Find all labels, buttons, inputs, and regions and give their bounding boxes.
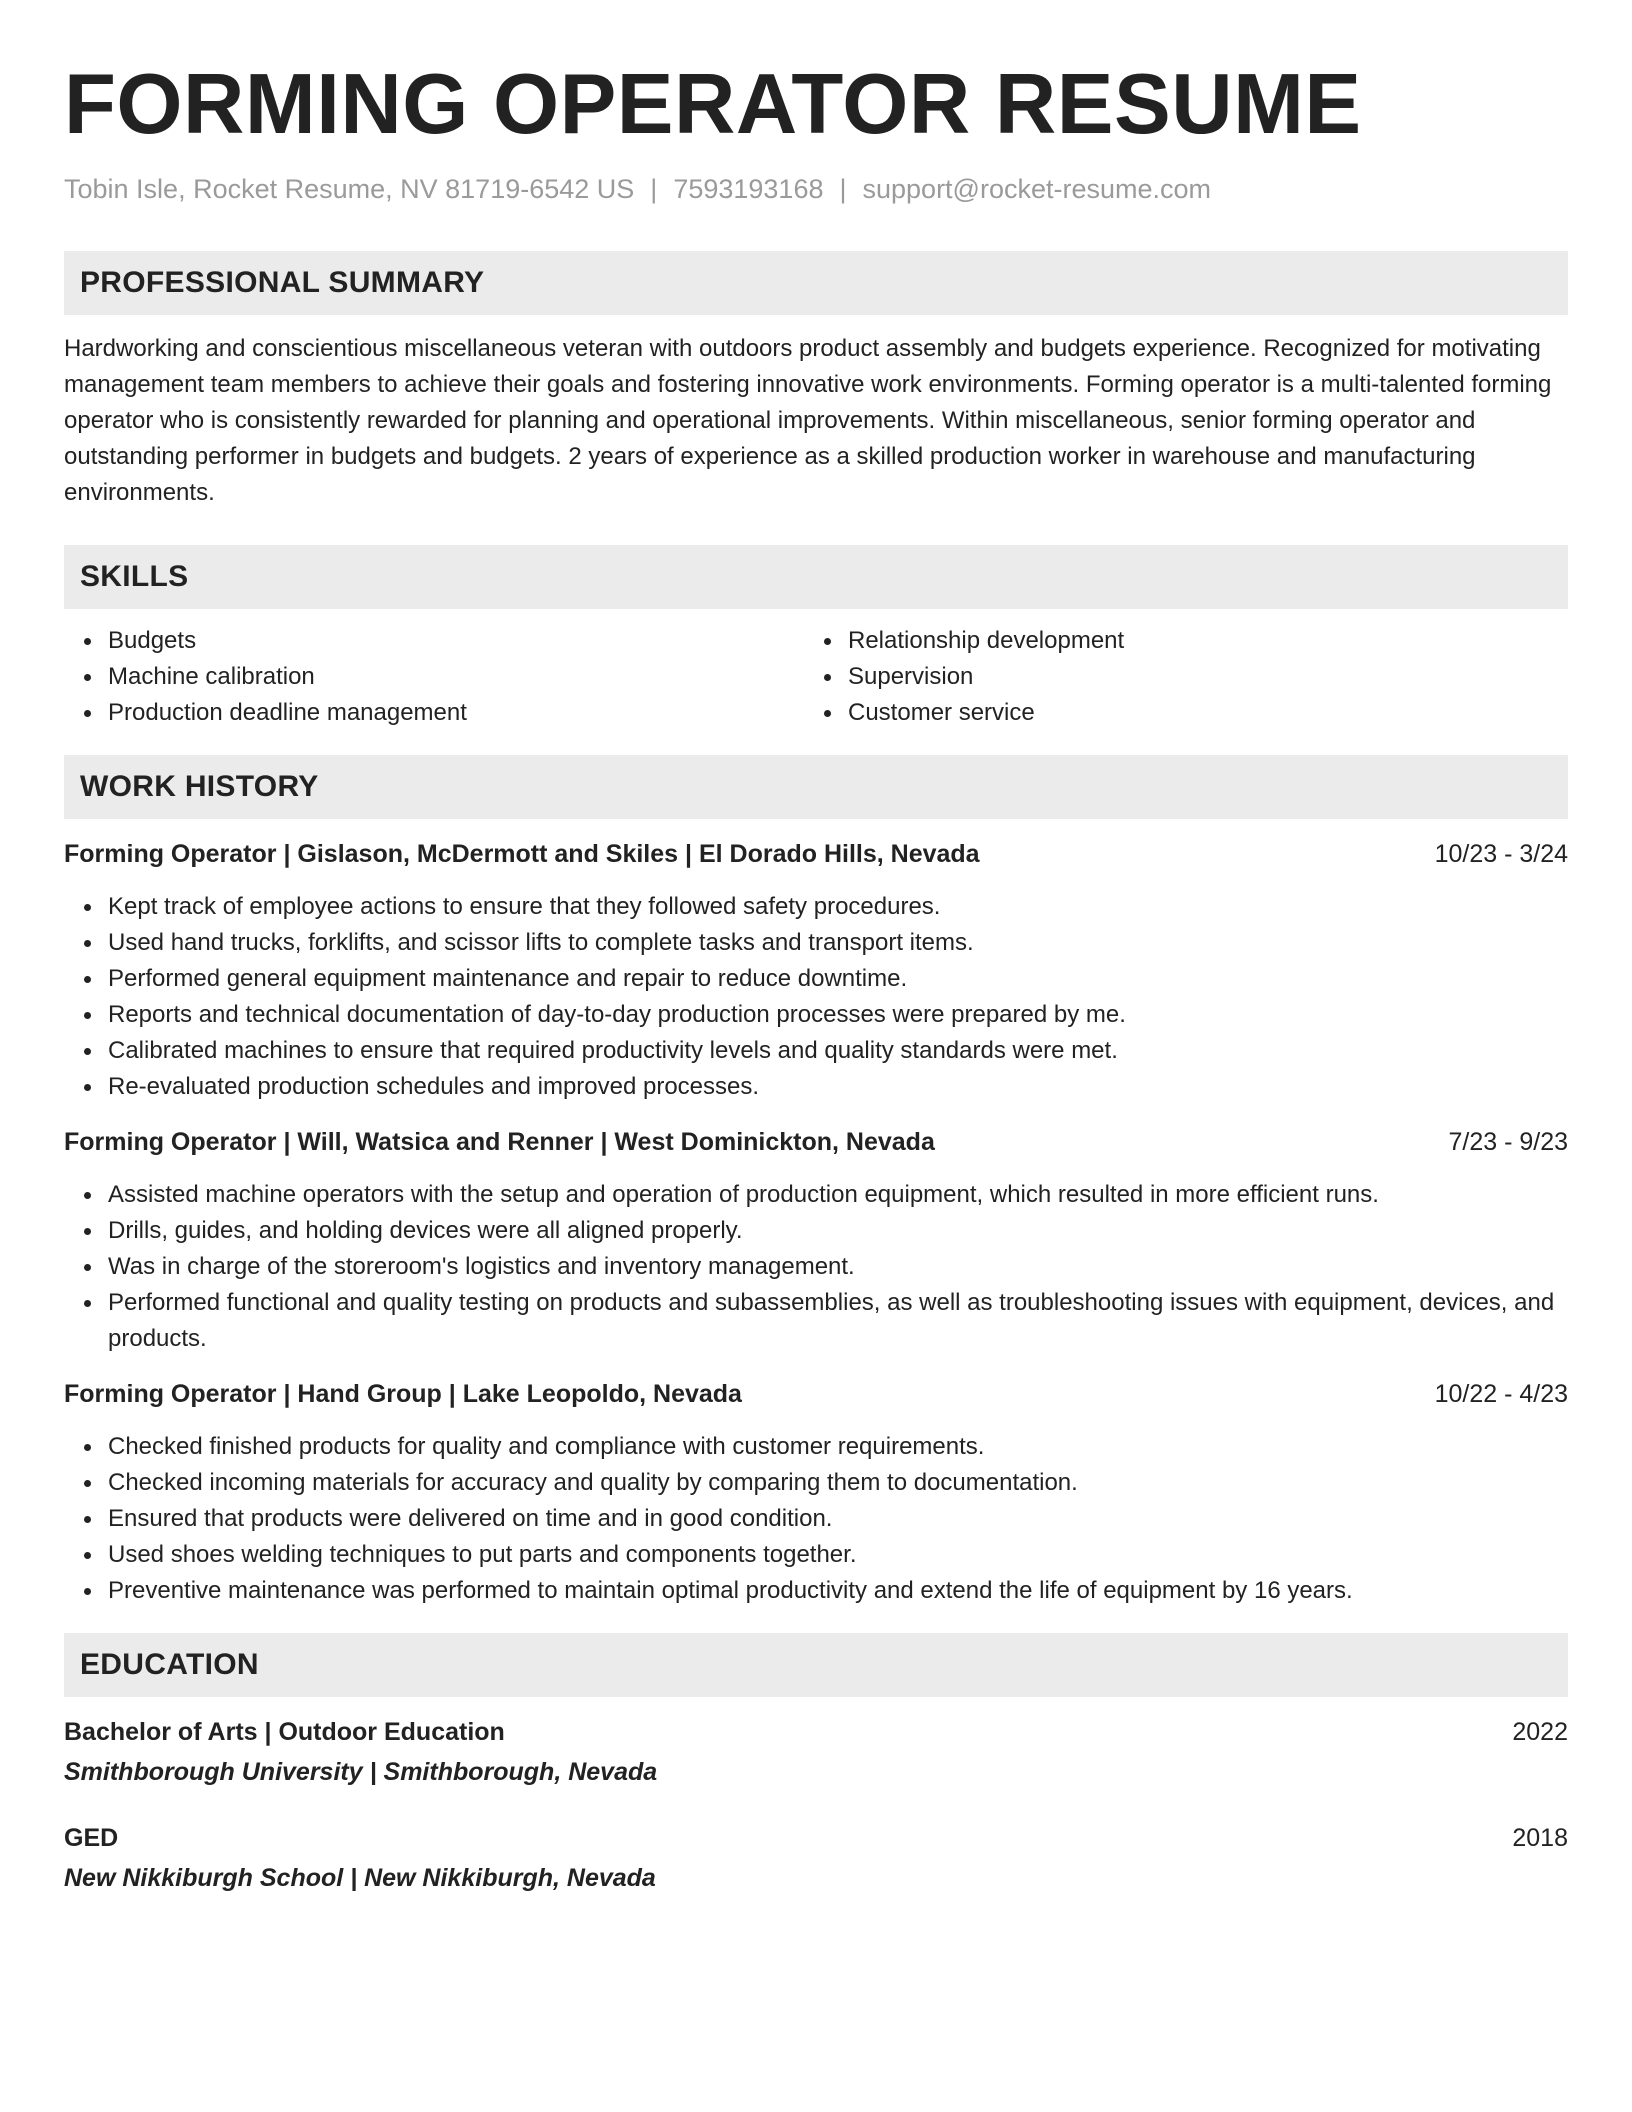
job-bullet: Used shoes welding techniques to put parts and components together. (64, 1537, 1568, 1573)
section-title-skills: SKILLS (80, 560, 189, 594)
page-title: FORMING OPERATOR RESUME (64, 57, 1362, 152)
skill-item: Machine calibration (64, 659, 804, 695)
education-school: Smithborough University | Smithborough, Nevada (64, 1758, 658, 1787)
job-bullet: Reports and technical documentation of day-to-day production processes were prepared by me. (64, 997, 1568, 1033)
skills-list (64, 623, 1568, 731)
section-header-education (64, 1633, 1568, 1697)
job-bullet: Calibrated machines to ensure that required productivity levels and quality standards were met. (64, 1033, 1568, 1069)
job-bullet: Used hand trucks, forklifts, and scissor lifts to complete tasks and transport items. (64, 925, 1568, 961)
education-year: 2022 (1512, 1718, 1568, 1747)
contact-address: Tobin Isle, Rocket Resume, NV 81719-6542 US (64, 174, 635, 204)
contact-email: support@rocket-resume.com (862, 174, 1212, 204)
education-year: 2018 (1512, 1824, 1568, 1853)
job-bullet: Performed functional and quality testing on products and subassemblies, as well as troubleshooting issues with equipment, devices, and products. (64, 1285, 1568, 1357)
contact-separator: | (650, 174, 658, 204)
job-bullet: Re-evaluated production schedules and improved processes. (64, 1069, 1568, 1105)
job-bullet: Was in charge of the storeroom's logistics and inventory management. (64, 1249, 1568, 1285)
education-entry (64, 1715, 1568, 1789)
job-bullet: Preventive maintenance was performed to maintain optimal productivity and extend the life of equipment by 16 years. (64, 1573, 1568, 1609)
job-header (64, 837, 1568, 871)
job-bullet: Performed general equipment maintenance and repair to reduce downtime. (64, 961, 1568, 997)
skills-column-left (64, 623, 804, 731)
job-bullet: Drills, guides, and holding devices were all aligned properly. (64, 1213, 1568, 1249)
job-entry (64, 837, 1568, 1105)
job-bullet: Checked finished products for quality and compliance with customer requirements. (64, 1429, 1568, 1465)
job-bullets (64, 1177, 1568, 1357)
skill-item: Supervision (804, 659, 1544, 695)
section-header-summary (64, 251, 1568, 315)
education-degree: Bachelor of Arts | Outdoor Education (64, 1718, 505, 1747)
job-header (64, 1125, 1568, 1159)
job-dates: 10/22 - 4/23 (1434, 1380, 1568, 1409)
job-bullet: Kept track of employee actions to ensure that they followed safety procedures. (64, 889, 1568, 925)
education-entry (64, 1821, 1568, 1895)
skill-item: Customer service (804, 695, 1544, 731)
job-bullet: Assisted machine operators with the setup and operation of production equipment, which resulted in more efficient runs. (64, 1177, 1568, 1213)
education-degree: GED (64, 1824, 119, 1853)
skills-column-right (804, 623, 1544, 731)
contact-line (64, 173, 1568, 205)
summary-text: Hardworking and conscientious miscellaneous veteran with outdoors product assembly and budgets experience. Recognized for motivating management team members to achieve their goals and fostering innovative work environments. Forming operator is a multi-talented forming operator who is consistently rewarded for planning and operational improvements. Within miscellaneous, senior forming operator and outstanding performer in budgets and budgets. 2 years of experience as a skilled production worker in warehouse and manufacturing environments. (64, 335, 1552, 507)
section-title-education: EDUCATION (80, 1648, 259, 1682)
contact-phone: 7593193168 (673, 174, 824, 204)
skill-item: Production deadline management (64, 695, 804, 731)
job-dates: 7/23 - 9/23 (1448, 1128, 1568, 1157)
skill-item: Budgets (64, 623, 804, 659)
education-header (64, 1715, 1568, 1749)
section-header-skills (64, 545, 1568, 609)
job-entry (64, 1377, 1568, 1609)
job-bullets (64, 1429, 1568, 1609)
section-title-summary: PROFESSIONAL SUMMARY (80, 266, 485, 300)
education-school: New Nikkiburgh School | New Nikkiburgh, Nevada (64, 1864, 656, 1893)
skill-item: Relationship development (804, 623, 1544, 659)
job-title: Forming Operator | Will, Watsica and Renner | West Dominickton, Nevada (64, 1128, 935, 1157)
job-bullets (64, 889, 1568, 1105)
job-entry (64, 1125, 1568, 1357)
job-bullet: Checked incoming materials for accuracy and quality by comparing them to documentation. (64, 1465, 1568, 1501)
job-bullet: Ensured that products were delivered on time and in good condition. (64, 1501, 1568, 1537)
job-title: Forming Operator | Gislason, McDermott and Skiles | El Dorado Hills, Nevada (64, 840, 980, 869)
education-header (64, 1821, 1568, 1855)
job-dates: 10/23 - 3/24 (1434, 840, 1568, 869)
job-title: Forming Operator | Hand Group | Lake Leopoldo, Nevada (64, 1380, 742, 1409)
section-title-work: WORK HISTORY (80, 770, 319, 804)
section-header-work (64, 755, 1568, 819)
contact-separator: | (839, 174, 847, 204)
job-header (64, 1377, 1568, 1411)
